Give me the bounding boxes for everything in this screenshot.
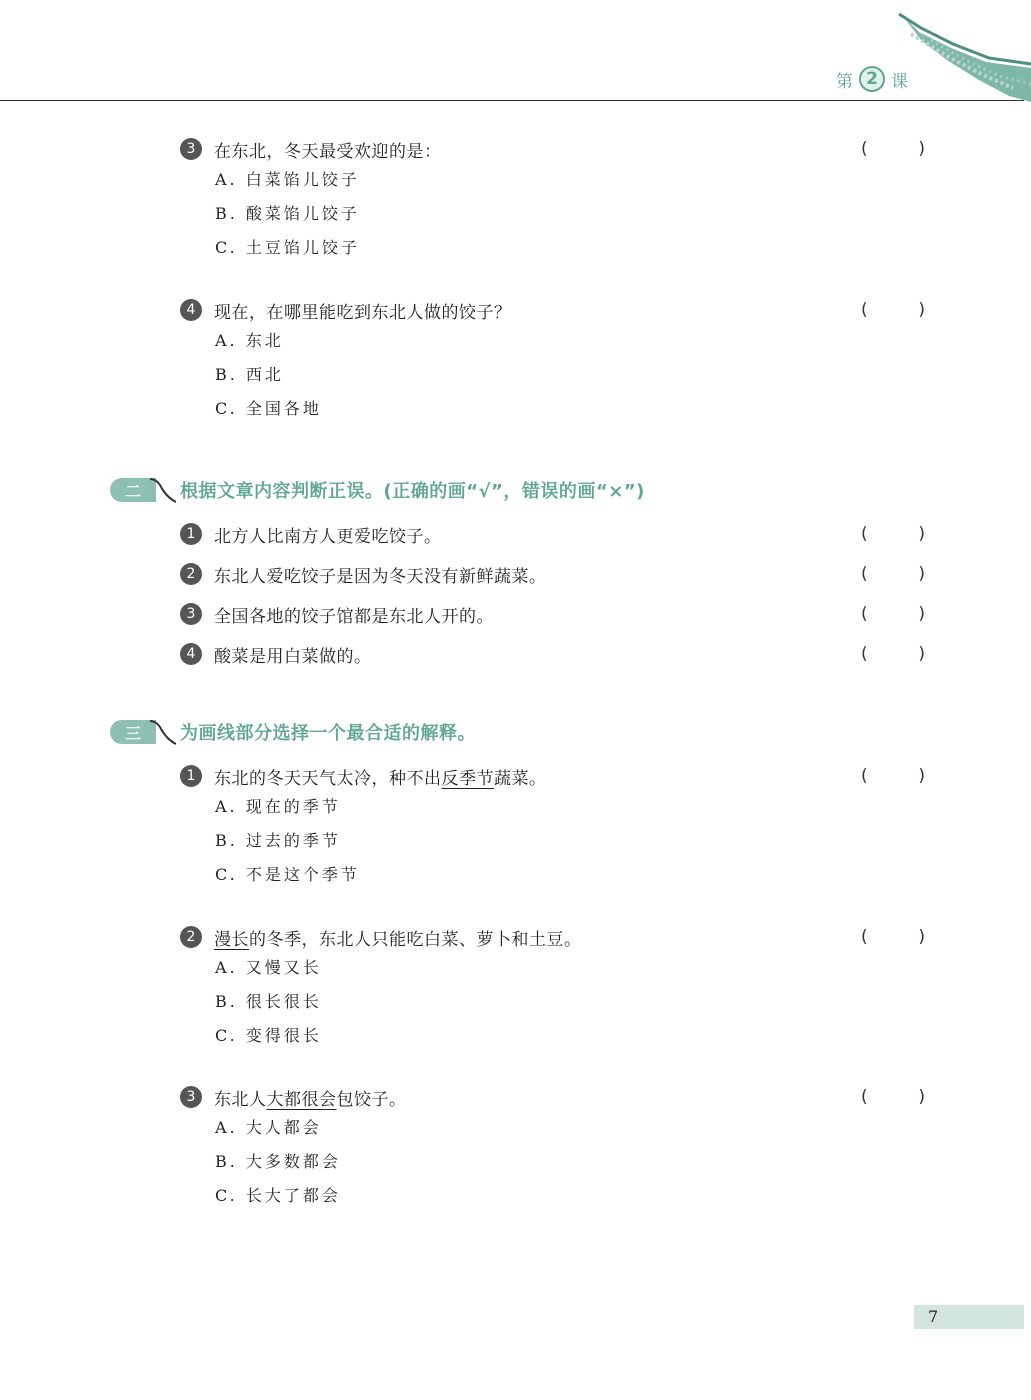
section-title: 根据文章内容判断正误。(正确的画“√”，错误的画“×”) (180, 481, 645, 502)
question-stem: 全国各地的饺子馆都是东北人开的。 (214, 606, 494, 627)
page-number: 7 (914, 1305, 1024, 1329)
vocab-item-1 (180, 762, 925, 892)
option-b: B. 西北 (215, 365, 284, 384)
option-a: A. 白菜馅儿饺子 (215, 170, 360, 189)
underlined-phrase: 漫长 (214, 929, 249, 950)
answer-paren[interactable]: ( ) (861, 524, 925, 544)
question-stem: 现在，在哪里能吃到东北人做的饺子？ (214, 302, 512, 323)
lesson-number-badge: 2 (859, 66, 885, 92)
option-c: C. 长大了都会 (215, 1186, 341, 1205)
question-number: 2 (180, 563, 202, 585)
option-b: B. 大多数都会 (215, 1152, 341, 1171)
option-b: B. 过去的季节 (215, 831, 341, 850)
answer-paren[interactable]: ( ) (861, 927, 925, 947)
section-badge (110, 477, 176, 503)
tf-item-1 (180, 520, 925, 548)
option-c: C. 全国各地 (215, 399, 322, 418)
tf-item-4 (180, 640, 925, 668)
option-a: A. 现在的季节 (215, 797, 341, 816)
option-c: C. 土豆馅儿饺子 (215, 238, 360, 257)
question-number: 3 (180, 1086, 202, 1108)
question-stem: 漫长的冬季，东北人只能吃白菜、萝卜和土豆。 (214, 929, 582, 950)
question-stem: 东北人大都很会包饺子。 (214, 1089, 407, 1110)
section-3-header (110, 719, 476, 745)
option-c: C. 不是这个季节 (215, 865, 360, 884)
option-a: A. 东北 (215, 331, 284, 350)
answer-paren[interactable]: ( ) (861, 766, 925, 786)
section-title: 为画线部分选择一个最合适的解释。 (180, 723, 476, 744)
question-block1-4 (180, 296, 925, 426)
answer-paren[interactable]: ( ) (861, 604, 925, 624)
section-2-header (110, 477, 645, 503)
question-stem: 在东北，冬天最受欢迎的是： (214, 141, 442, 162)
question-number: 4 (180, 643, 202, 665)
question-number: 1 (180, 523, 202, 545)
option-a: A. 大人都会 (215, 1118, 322, 1137)
question-stem: 北方人比南方人更爱吃饺子。 (214, 526, 442, 547)
option-b: B. 酸菜馅儿饺子 (215, 204, 360, 223)
section-number: 三 (110, 720, 156, 744)
lesson-suffix: 课 (891, 71, 908, 92)
header-rule (0, 100, 1024, 101)
question-number: 1 (180, 765, 202, 787)
vocab-item-3 (180, 1083, 925, 1213)
question-number: 4 (180, 299, 202, 321)
option-b: B. 很长很长 (215, 992, 322, 1011)
section-number: 二 (110, 478, 156, 502)
answer-paren[interactable]: ( ) (861, 644, 925, 664)
answer-paren[interactable]: ( ) (861, 300, 925, 320)
underlined-phrase: 大都很会 (266, 1089, 337, 1110)
section-badge (110, 719, 176, 745)
section-swoosh-icon (110, 719, 176, 745)
answer-paren[interactable]: ( ) (861, 564, 925, 584)
underlined-phrase: 反季节 (441, 768, 494, 789)
lesson-prefix: 第 (836, 71, 853, 92)
question-stem: 东北的冬天天气太冷，种不出反季节蔬菜。 (214, 768, 547, 789)
question-stem: 酸菜是用白菜做的。 (214, 646, 372, 667)
lesson-tag (836, 66, 908, 92)
tf-item-2 (180, 560, 925, 588)
question-number: 2 (180, 926, 202, 948)
option-c: C. 变得很长 (215, 1026, 322, 1045)
section-swoosh-icon (110, 477, 176, 503)
question-stem: 东北人爱吃饺子是因为冬天没有新鲜蔬菜。 (214, 566, 547, 587)
question-number: 3 (180, 603, 202, 625)
question-block1-3 (180, 135, 925, 265)
tf-item-3 (180, 600, 925, 628)
vocab-item-2 (180, 923, 925, 1053)
answer-paren[interactable]: ( ) (861, 139, 925, 159)
roof-eaves-icon (891, 10, 1031, 102)
option-a: A. 又慢又长 (215, 958, 322, 977)
answer-paren[interactable]: ( ) (861, 1087, 925, 1107)
question-number: 3 (180, 138, 202, 160)
